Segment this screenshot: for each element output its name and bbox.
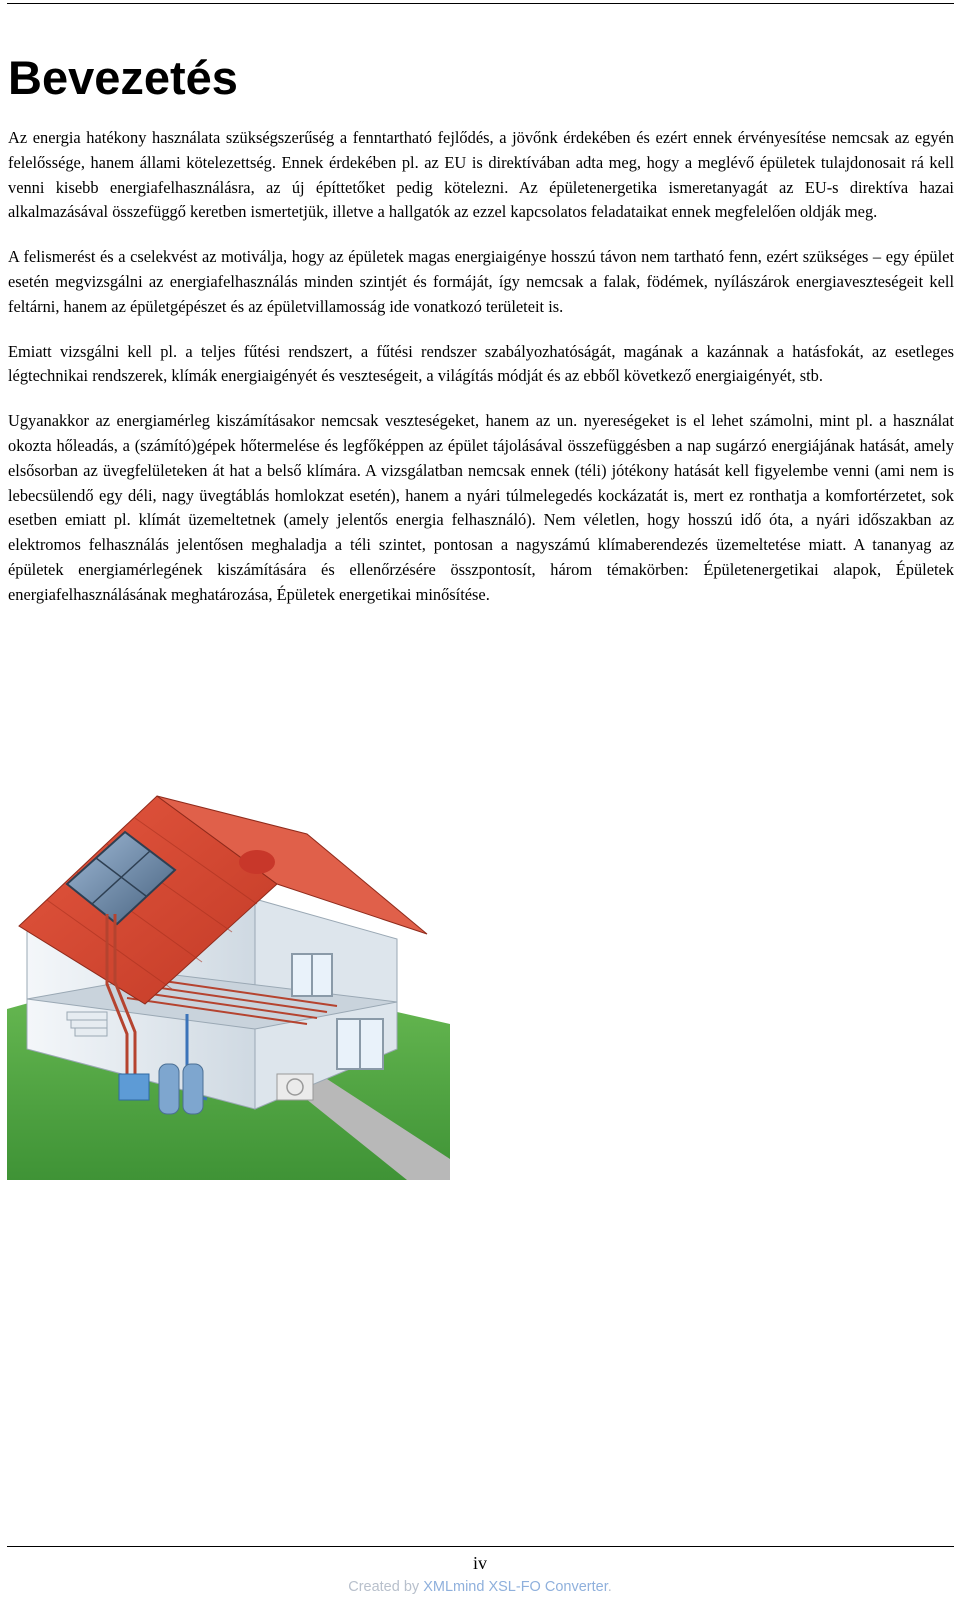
chimney-vent bbox=[239, 850, 275, 874]
body-text bbox=[8, 126, 954, 628]
paragraph-2: A felismerést és a cselekvést az motiválja, hogy az épületek magas energiaigénye hosszú távon nem tartható fenn, ezért szükséges – egy épület esetén megvizsgálni az energiafelhasználás minden szintjét és formáját, így nemcsak a falak, födémek, nyílászárok energiaveszteségeit kell feltárni, hanem az épületgépészet és az épületvillamosság ide vonatkozó területeit is. bbox=[8, 247, 954, 316]
page-title: Bevezetés bbox=[8, 51, 238, 104]
footer bbox=[0, 1578, 960, 1596]
rainwater-tank bbox=[119, 1074, 149, 1100]
top-rule bbox=[7, 3, 954, 4]
paragraph-1: Az energia hatékony használata szükségszerűség a fenntartható fejlődés, a jövőnk érdekében és ezért ennek érvényesítése nemcsak az egyén felelőssége, hanem állami kötelezettség. Ennek érdekében pl. az EU is direktívában adta meg, hogy a meglévő épületek tulajdonosait rá kell venni kisebb energiafelhasználásra, az új építtetőket pedig kötelezni. Az épületenergetika ismeretanyagát az EU-s direktíva hazai alkalmazásával összefüggő keretben ismertetjük, illetve a hallgatók az ezzel kapcsolatos feladataikat ennek megfelelően oldják meg. bbox=[8, 128, 954, 222]
page-number: iv bbox=[472, 1553, 487, 1573]
outdoor-unit bbox=[277, 1074, 313, 1100]
footer-prefix: Created by bbox=[348, 1579, 424, 1595]
paragraph-4: Ugyanakkor az energiamérleg kiszámításakor nemcsak veszteségeket, hanem az un. nyereségeket is el lehet számolni, mint pl. a használat okozta hőleadás, a (számító)gépek hőtermelése és legfőképpen az épület tájolásával összefüggésben a nap sugárzó energiájának hatását, amely elsősorban az üvegfelületeken át hat a belső klímára. A vizsgálatban nemcsak ennek (téli) jótékony hatását kell figyelembe venni (ami nem is lebecsülendő egy déli, nagy üvegtáblás homlokzat esetén), hanem a nyári túlmelegedés kockázatát is, mert ez ronthatja a komfortérzetet, sok esetben emiatt pl. klímát üzemeltetnek (amely jelentős energia felhasználó). Nem véletlen, hogy hosszú idő óta, a nyári időszakban az elektromos felhasználás jelentősen meghaladja a téli szintet, pontosan a nagyszámú klímaberendezés üzemeltetése miatt. A tananyag az épületek energiamérlegének kiszámítására és ellenőrzésére összpontosít, három témakörben: Épületenergetikai alapok, Épületek energiafelhasználásának meghatározása, Épületek energetikai minősítése. bbox=[8, 411, 954, 604]
paragraph-3: Emiatt vizsgálni kell pl. a teljes fűtési rendszert, a fűtési rendszer szabályozhatóságát, magának a kazánnak a hatásfokát, az esetleges légtechnikai rendszerek, klímák energiaigényét és veszteségeit, a világítás módját és az ebből következő energiaigényét, stb. bbox=[8, 341, 954, 386]
energy-efficient-house-illustration bbox=[7, 774, 450, 1180]
footer-suffix: . bbox=[607, 1579, 612, 1595]
footer-converter-link[interactable]: XMLmind XSL-FO Converter bbox=[423, 1579, 608, 1595]
bottom-rule bbox=[7, 1546, 954, 1547]
